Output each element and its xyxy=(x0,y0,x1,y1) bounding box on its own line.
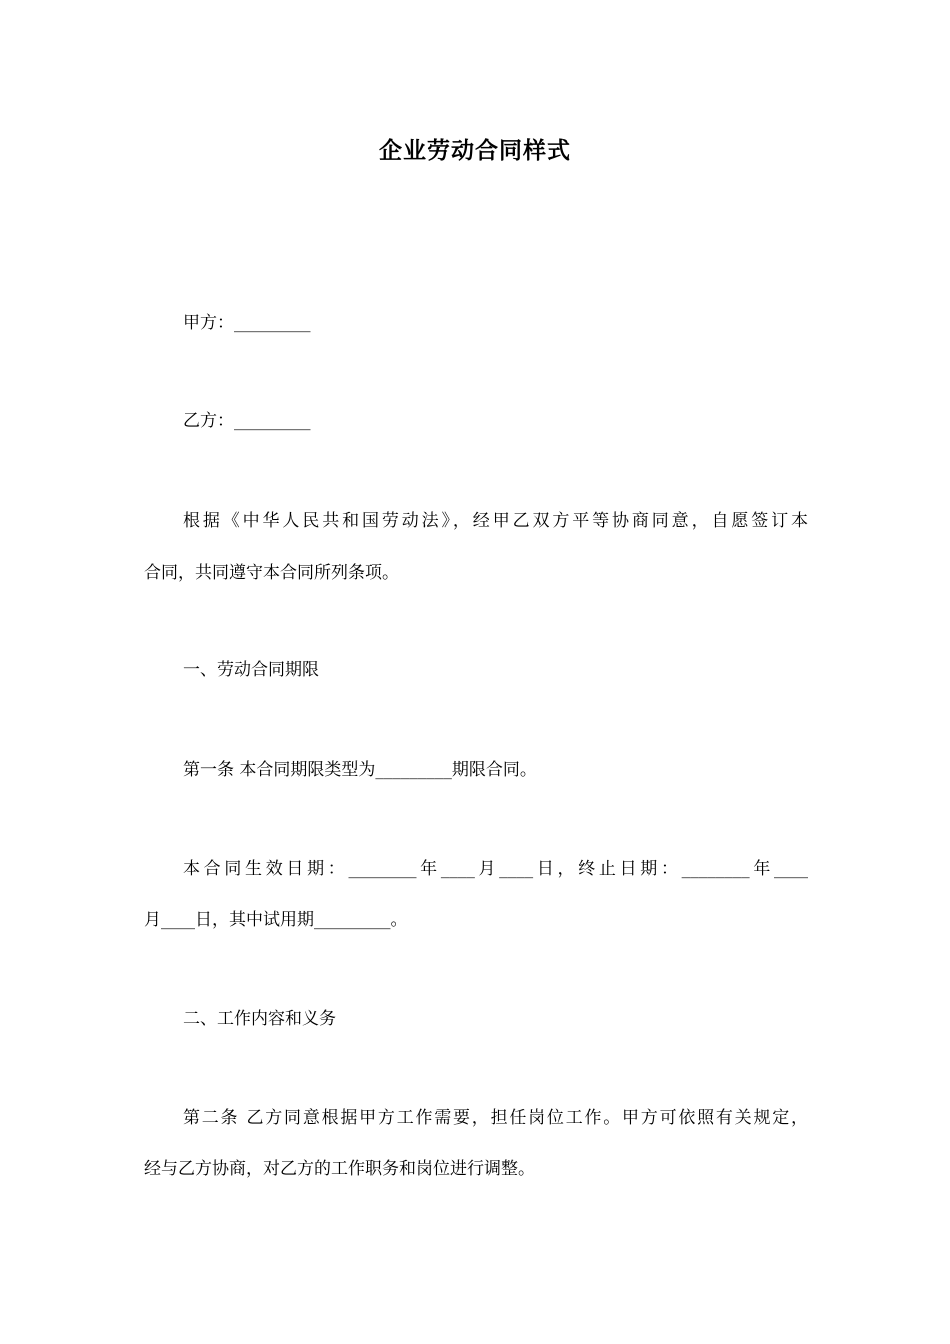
preamble-line-1: 根据《中华人民共和国劳动法》，经甲乙双方平等协商同意，自愿签订本 xyxy=(183,511,808,531)
effective-date-line-1: 本合同生效日期：________年____月____日，终止日期：________年____ xyxy=(183,859,808,879)
section-1-heading: 一、劳动合同期限 xyxy=(183,660,319,680)
article-2-line-2: 经与乙方协商，对乙方的工作职务和岗位进行调整。 xyxy=(144,1159,535,1179)
article-2-line-1: 第二条 乙方同意根据甲方工作需要，担任岗位工作。甲方可依照有关规定， xyxy=(183,1108,808,1128)
party-a-line: 甲方：_________ xyxy=(183,313,311,333)
preamble-line-2: 合同，共同遵守本合同所列条项。 xyxy=(144,563,399,583)
article-1-line: 第一条 本合同期限类型为_________期限合同。 xyxy=(183,760,537,780)
section-2-heading: 二、工作内容和义务 xyxy=(183,1009,336,1029)
party-b-line: 乙方：_________ xyxy=(183,411,311,431)
document-title: 企业劳动合同样式 xyxy=(379,138,571,164)
effective-date-line-2: 月____日，其中试用期_________。 xyxy=(144,910,408,930)
